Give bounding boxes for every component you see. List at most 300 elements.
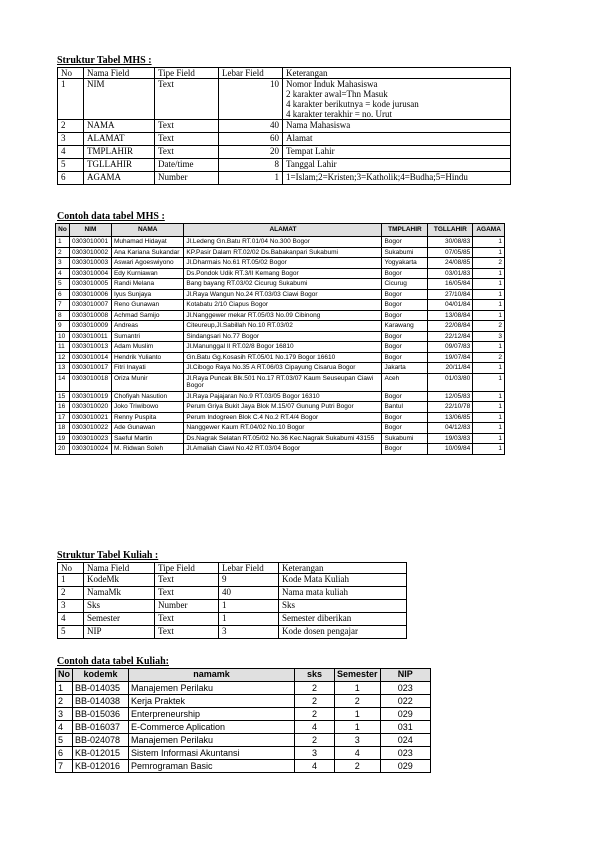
- table-cell: 0303010013: [69, 342, 111, 353]
- table-cell: 9: [219, 574, 279, 587]
- column-header: AGAMA: [473, 224, 505, 237]
- section-title-struktur-kuliah: Struktur Tabel Kuliah :: [57, 550, 159, 561]
- table-cell: Joko Triwibowo: [111, 402, 183, 413]
- column-header: Tipe Field: [155, 563, 219, 574]
- table-cell: Date/time: [155, 159, 219, 172]
- column-header: NIM: [69, 224, 111, 237]
- table-row: [58, 574, 407, 587]
- table-cell: 22/08/84: [428, 321, 473, 332]
- table-cell: 3: [335, 734, 381, 747]
- column-header: Lebar Field: [219, 68, 283, 79]
- table-cell: Iyus Sunjaya: [111, 289, 183, 300]
- table-cell: 09/07/83: [428, 342, 473, 353]
- table-cell: 13/08/84: [428, 310, 473, 321]
- table-header-row: [58, 68, 511, 79]
- table-cell: 0303010009: [69, 321, 111, 332]
- table-cell: Sindangsari No.77 Bogor: [184, 331, 382, 342]
- table-cell: Jl.Cibogo Raya No.35 A RT.06/03 Cipayung Cisarua Bogor: [184, 363, 382, 374]
- table-cell: Citeureup,Jl.Sabillah No.10 RT.03/02: [184, 321, 382, 332]
- table-cell: Bogor: [382, 331, 428, 342]
- table-cell: Sistem Informasi Akuntansi: [129, 747, 295, 760]
- column-header: Semester: [335, 669, 381, 682]
- column-header: Keterangan: [283, 68, 511, 79]
- table-cell: 3: [295, 747, 335, 760]
- table-row: [56, 373, 505, 391]
- table-cell: 10: [219, 79, 283, 120]
- table-cell: 7: [56, 760, 73, 773]
- table-row: [56, 300, 505, 311]
- table-cell: Muhamad Hidayat: [111, 237, 183, 248]
- table-cell: BB-014035: [73, 682, 129, 695]
- table-cell: 2: [295, 708, 335, 721]
- table-cell: BB-015036: [73, 708, 129, 721]
- table-row: [56, 682, 431, 695]
- table-cell: 2: [295, 734, 335, 747]
- table-cell: 1: [473, 423, 505, 434]
- table-cell: Aswari Agoeswiyono: [111, 258, 183, 269]
- column-header: Keterangan: [279, 563, 407, 574]
- table-row: [56, 289, 505, 300]
- table-cell: 1: [473, 363, 505, 374]
- table-cell: 8: [56, 310, 70, 321]
- contoh-kuliah-table: [55, 668, 431, 773]
- table-cell: 2: [58, 587, 84, 600]
- table-cell: 4: [58, 146, 84, 159]
- table-cell: Bogor: [382, 391, 428, 402]
- table-cell: Jl.Raya Puncak Blk.501 No.17 RT.03/07 Kaum Seuseupan Ciawi Bogor: [184, 373, 382, 391]
- table-row: [58, 587, 407, 600]
- table-cell: 19/07/84: [428, 352, 473, 363]
- table-cell: 2: [473, 352, 505, 363]
- table-cell: 6: [56, 289, 70, 300]
- table-row: [58, 159, 511, 172]
- table-cell: 24/08/85: [428, 258, 473, 269]
- table-cell: 2: [295, 682, 335, 695]
- table-cell: Bogor: [382, 342, 428, 353]
- table-cell: Gn.Batu Gg.Kosasih RT.05/01 No.179 Bogor 16610: [184, 352, 382, 363]
- table-cell: Chofiyah Nasution: [111, 391, 183, 402]
- column-header: kodemk: [73, 669, 129, 682]
- table-cell: 1: [473, 237, 505, 248]
- table-cell: 03/01/83: [428, 268, 473, 279]
- table-cell: 023: [380, 682, 430, 695]
- table-row: [56, 321, 505, 332]
- table-row: [56, 734, 431, 747]
- table-cell: Cicurug: [382, 279, 428, 290]
- table-row: [56, 331, 505, 342]
- table-cell: 4: [295, 760, 335, 773]
- table-cell: 1: [473, 433, 505, 444]
- table-cell: 1: [473, 402, 505, 413]
- table-cell: 7: [56, 300, 70, 311]
- column-header: No: [56, 669, 73, 682]
- column-header: No: [56, 224, 70, 237]
- table-cell: 023: [380, 747, 430, 760]
- table-cell: 1: [335, 708, 381, 721]
- table-cell: 0303010004: [69, 268, 111, 279]
- struktur-mhs-table: [57, 67, 511, 185]
- table-cell: 19/03/83: [428, 433, 473, 444]
- table-row: [56, 352, 505, 363]
- table-cell: Randi Melana: [111, 279, 183, 290]
- table-cell: Number: [155, 600, 219, 613]
- table-cell: Adam Muslim: [111, 342, 183, 353]
- table-cell: Nanggewer Kaum RT.04/02 No.10 Bogor: [184, 423, 382, 434]
- table-cell: 0303010019: [69, 391, 111, 402]
- table-cell: 031: [380, 721, 430, 734]
- column-header: No: [58, 563, 84, 574]
- table-cell: Text: [155, 146, 219, 159]
- table-cell: Kerja Praktek: [129, 695, 295, 708]
- table-cell: 0303010014: [69, 352, 111, 363]
- table-cell: Text: [155, 626, 219, 639]
- table-cell: 40: [219, 120, 283, 133]
- contoh-mhs-table: [55, 223, 505, 455]
- table-cell: 3: [58, 600, 84, 613]
- table-cell: E-Commerce Aplication: [129, 721, 295, 734]
- table-cell: 2: [56, 695, 73, 708]
- table-cell: Manajemen Perilaku: [129, 734, 295, 747]
- table-row: [56, 760, 431, 773]
- table-cell: 12: [56, 352, 70, 363]
- table-cell: 10: [56, 331, 70, 342]
- table-cell: 20/11/84: [428, 363, 473, 374]
- table-cell: 04/12/83: [428, 423, 473, 434]
- table-cell: 15: [56, 391, 70, 402]
- table-cell: Tanggal Lahir: [283, 159, 511, 172]
- table-cell: 0303010018: [69, 373, 111, 391]
- table-cell: KB-012016: [73, 760, 129, 773]
- table-cell: 1: [219, 172, 283, 185]
- table-row: [56, 402, 505, 413]
- table-cell: Text: [155, 613, 219, 626]
- table-cell: 20: [56, 444, 70, 455]
- table-cell: Bogor: [382, 412, 428, 423]
- table-cell: Text: [155, 120, 219, 133]
- table-cell: 13/06/85: [428, 412, 473, 423]
- table-cell: 2: [473, 258, 505, 269]
- column-header: ALAMAT: [184, 224, 382, 237]
- table-cell: Jl.Raya Wangun No.24 RT.03/03 Ciawi Bogor: [184, 289, 382, 300]
- table-cell: 0303010024: [69, 444, 111, 455]
- table-cell: Jl.Manunggal II RT.02/8 Bogor 16810: [184, 342, 382, 353]
- table-cell: Perum Indogreen Blok C.4 No.2 RT.4/4 Bogor: [184, 412, 382, 423]
- table-cell: Jl.Nanggewer mekar RT.05/03 No.09 Cibinong: [184, 310, 382, 321]
- table-cell: 1: [58, 79, 84, 120]
- table-row: [58, 146, 511, 159]
- table-row: [56, 747, 431, 760]
- table-row: [56, 268, 505, 279]
- table-cell: 2: [473, 321, 505, 332]
- table-cell: Nomor Induk Mahasiswa 2 karakter awal=Thn Masuk 4 karakter berikutnya = kode jurusan 4 karakter terakhir = no. Urut: [283, 79, 511, 120]
- column-header: NAMA: [111, 224, 183, 237]
- table-cell: ALAMAT: [84, 133, 155, 146]
- table-cell: Semester diberikan: [279, 613, 407, 626]
- table-cell: 4: [56, 721, 73, 734]
- table-cell: 1: [473, 300, 505, 311]
- table-cell: Jl.Ledeng Gn.Batu RT.01/04 No.300 Bogor: [184, 237, 382, 248]
- table-cell: Sukabumi: [382, 247, 428, 258]
- table-row: [56, 412, 505, 423]
- table-cell: 4: [295, 721, 335, 734]
- table-cell: Number: [155, 172, 219, 185]
- table-row: [58, 626, 407, 639]
- table-row: [56, 721, 431, 734]
- table-cell: 024: [380, 734, 430, 747]
- table-cell: 14: [56, 373, 70, 391]
- table-row: [56, 708, 431, 721]
- table-row: [56, 391, 505, 402]
- table-cell: Achmad Samijo: [111, 310, 183, 321]
- table-cell: 2: [56, 247, 70, 258]
- section-title-struktur-mhs: Struktur Tabel MHS :: [57, 55, 152, 66]
- table-cell: M. Ridwan Soleh: [111, 444, 183, 455]
- table-cell: 16: [56, 402, 70, 413]
- table-cell: 4: [56, 268, 70, 279]
- table-cell: Yogyakarta: [382, 258, 428, 269]
- table-cell: Bogor: [382, 237, 428, 248]
- table-cell: 6: [56, 747, 73, 760]
- table-cell: 1: [56, 237, 70, 248]
- table-cell: Sukabumi: [382, 433, 428, 444]
- table-cell: NIP: [84, 626, 155, 639]
- table-cell: BB-014038: [73, 695, 129, 708]
- table-cell: Jl.Dharmais No.61 RT.05/02 Bogor: [184, 258, 382, 269]
- table-cell: 1: [56, 682, 73, 695]
- table-cell: Sks: [279, 600, 407, 613]
- table-cell: Kotabatu 2/10 Ciapus Bogor: [184, 300, 382, 311]
- table-cell: KodeMk: [84, 574, 155, 587]
- table-cell: Hendrik Yulianto: [111, 352, 183, 363]
- table-header-row: [58, 563, 407, 574]
- table-cell: 22/12/84: [428, 331, 473, 342]
- table-row: [56, 310, 505, 321]
- table-cell: 0303010023: [69, 433, 111, 444]
- table-cell: 0303010021: [69, 412, 111, 423]
- table-cell: 12/05/83: [428, 391, 473, 402]
- table-cell: Ds.Nagrak Selatan RT.05/02 No.36 Kec.Nagrak Sukabumi 43155: [184, 433, 382, 444]
- table-cell: 3: [56, 258, 70, 269]
- table-cell: Kode Mata Kuliah: [279, 574, 407, 587]
- column-header: namamk: [129, 669, 295, 682]
- table-cell: 6: [58, 172, 84, 185]
- table-cell: 0303010011: [69, 331, 111, 342]
- table-cell: 1: [473, 289, 505, 300]
- table-cell: Jl.Amaliah Ciawi No.42 RT.03/04 Bogor: [184, 444, 382, 455]
- table-cell: Sumantri: [111, 331, 183, 342]
- column-header: No: [58, 68, 84, 79]
- table-cell: 5: [58, 626, 84, 639]
- table-cell: Bogor: [382, 423, 428, 434]
- table-cell: 0303010002: [69, 247, 111, 258]
- table-cell: 04/01/84: [428, 300, 473, 311]
- table-cell: 2: [295, 695, 335, 708]
- table-row: [56, 444, 505, 455]
- table-cell: 4: [58, 613, 84, 626]
- table-cell: Bantul: [382, 402, 428, 413]
- table-cell: Ade Gunawan: [111, 423, 183, 434]
- table-cell: 10/09/84: [428, 444, 473, 455]
- table-row: [56, 237, 505, 248]
- table-cell: 0303010020: [69, 402, 111, 413]
- table-row: [58, 172, 511, 185]
- table-cell: Bogor: [382, 310, 428, 321]
- table-cell: 0303010005: [69, 279, 111, 290]
- table-cell: Nama mata kuliah: [279, 587, 407, 600]
- table-cell: KB-012015: [73, 747, 129, 760]
- column-header: NIP: [380, 669, 430, 682]
- table-cell: Text: [155, 587, 219, 600]
- table-cell: Karawang: [382, 321, 428, 332]
- table-cell: 13: [56, 363, 70, 374]
- table-cell: 2: [58, 120, 84, 133]
- table-cell: TGLLAHIR: [84, 159, 155, 172]
- table-row: [56, 695, 431, 708]
- table-cell: Fitri Inayati: [111, 363, 183, 374]
- table-row: [56, 433, 505, 444]
- table-cell: 27/10/84: [428, 289, 473, 300]
- table-cell: BB-016037: [73, 721, 129, 734]
- table-cell: Text: [155, 133, 219, 146]
- table-cell: Tempat Lahir: [283, 146, 511, 159]
- table-cell: 1: [473, 373, 505, 391]
- section-title-contoh-mhs: Contoh data tabel MHS :: [57, 211, 165, 222]
- table-cell: 40: [219, 587, 279, 600]
- table-cell: 9: [56, 321, 70, 332]
- table-cell: 1=Islam;2=Kristen;3=Katholik;4=Budha;5=Hindu: [283, 172, 511, 185]
- table-cell: 0303010003: [69, 258, 111, 269]
- table-cell: Nama Mahasiswa: [283, 120, 511, 133]
- table-cell: Saeful Martin: [111, 433, 183, 444]
- table-cell: Bogor: [382, 289, 428, 300]
- table-cell: 20: [219, 146, 283, 159]
- table-cell: Jl.Raya Pajajaran No.9 RT.03/05 Bogor 16310: [184, 391, 382, 402]
- table-cell: 1: [473, 444, 505, 455]
- table-header-row: [56, 224, 505, 237]
- table-cell: Perum Griya Bukit Jaya Blok M.15/07 Gunung Putri Bogor: [184, 402, 382, 413]
- table-row: [56, 258, 505, 269]
- table-header-row: [56, 669, 431, 682]
- struktur-kuliah-table: [57, 562, 407, 639]
- section-title-contoh-kuliah: Contoh data tabel Kuliah:: [57, 656, 169, 667]
- table-cell: 3: [58, 133, 84, 146]
- table-cell: Sks: [84, 600, 155, 613]
- table-row: [56, 423, 505, 434]
- table-cell: 0303010017: [69, 363, 111, 374]
- table-cell: AGAMA: [84, 172, 155, 185]
- table-cell: NAMA: [84, 120, 155, 133]
- table-cell: 029: [380, 760, 430, 773]
- table-cell: 1: [473, 268, 505, 279]
- table-cell: Bogor: [382, 352, 428, 363]
- table-cell: Jakarta: [382, 363, 428, 374]
- table-cell: 5: [58, 159, 84, 172]
- table-cell: 1: [473, 412, 505, 423]
- column-header: TGLLAHIR: [428, 224, 473, 237]
- table-cell: Andreas: [111, 321, 183, 332]
- table-cell: Semester: [84, 613, 155, 626]
- table-cell: Bogor: [382, 300, 428, 311]
- table-cell: 1: [473, 247, 505, 258]
- table-row: [58, 120, 511, 133]
- table-cell: 5: [56, 734, 73, 747]
- table-cell: 1: [473, 342, 505, 353]
- table-cell: 4: [335, 747, 381, 760]
- table-cell: 0303010022: [69, 423, 111, 434]
- table-cell: 3: [219, 626, 279, 639]
- table-cell: Pemrograman Basic: [129, 760, 295, 773]
- table-cell: Ds.Pondok Udik RT.3/II Kemang Bogor: [184, 268, 382, 279]
- table-cell: 17: [56, 412, 70, 423]
- column-header: Nama Field: [84, 563, 155, 574]
- table-cell: Edy Kurniawan: [111, 268, 183, 279]
- column-header: Nama Field: [84, 68, 155, 79]
- table-row: [56, 247, 505, 258]
- column-header: sks: [295, 669, 335, 682]
- table-cell: Alamat: [283, 133, 511, 146]
- table-cell: 16/05/84: [428, 279, 473, 290]
- table-cell: 3: [473, 331, 505, 342]
- table-cell: 029: [380, 708, 430, 721]
- table-cell: Ana Kariana Sukandar: [111, 247, 183, 258]
- table-cell: 1: [335, 682, 381, 695]
- column-header: Tipe Field: [155, 68, 219, 79]
- table-cell: Reno Gunawan: [111, 300, 183, 311]
- table-cell: Text: [155, 574, 219, 587]
- table-cell: 1: [219, 613, 279, 626]
- table-cell: Bogor: [382, 268, 428, 279]
- table-cell: NIM: [84, 79, 155, 120]
- table-cell: TMPLAHIR: [84, 146, 155, 159]
- table-cell: 11: [56, 342, 70, 353]
- table-cell: 1: [473, 310, 505, 321]
- table-cell: 0303010006: [69, 289, 111, 300]
- table-cell: 1: [473, 279, 505, 290]
- table-cell: 0303010007: [69, 300, 111, 311]
- table-row: [56, 342, 505, 353]
- table-cell: Bang bayang RT.03/02 Cicurug Sukabumi: [184, 279, 382, 290]
- table-cell: 5: [56, 279, 70, 290]
- table-cell: 3: [56, 708, 73, 721]
- table-cell: 8: [219, 159, 283, 172]
- table-cell: Oriza Munir: [111, 373, 183, 391]
- table-cell: 18: [56, 423, 70, 434]
- column-header: TMPLAHIR: [382, 224, 428, 237]
- table-cell: 30/08/83: [428, 237, 473, 248]
- table-cell: Renny Puspita: [111, 412, 183, 423]
- table-cell: 2: [335, 695, 381, 708]
- table-cell: BB-024078: [73, 734, 129, 747]
- table-cell: Text: [155, 79, 219, 120]
- table-cell: 07/05/85: [428, 247, 473, 258]
- table-row: [58, 600, 407, 613]
- table-cell: 0303010001: [69, 237, 111, 248]
- table-cell: 22/10/78: [428, 402, 473, 413]
- table-cell: 19: [56, 433, 70, 444]
- table-cell: 60: [219, 133, 283, 146]
- table-cell: Kode dosen pengajar: [279, 626, 407, 639]
- table-cell: NamaMk: [84, 587, 155, 600]
- table-row: [58, 79, 511, 120]
- table-cell: Bogor: [382, 444, 428, 455]
- table-cell: KP.Pasir Dalam RT.02/02 Ds.Babakanpari Sukabumi: [184, 247, 382, 258]
- table-cell: 2: [335, 760, 381, 773]
- table-row: [56, 279, 505, 290]
- table-row: [58, 613, 407, 626]
- table-cell: 0303010008: [69, 310, 111, 321]
- column-header: Lebar Field: [219, 563, 279, 574]
- table-cell: Aceh: [382, 373, 428, 391]
